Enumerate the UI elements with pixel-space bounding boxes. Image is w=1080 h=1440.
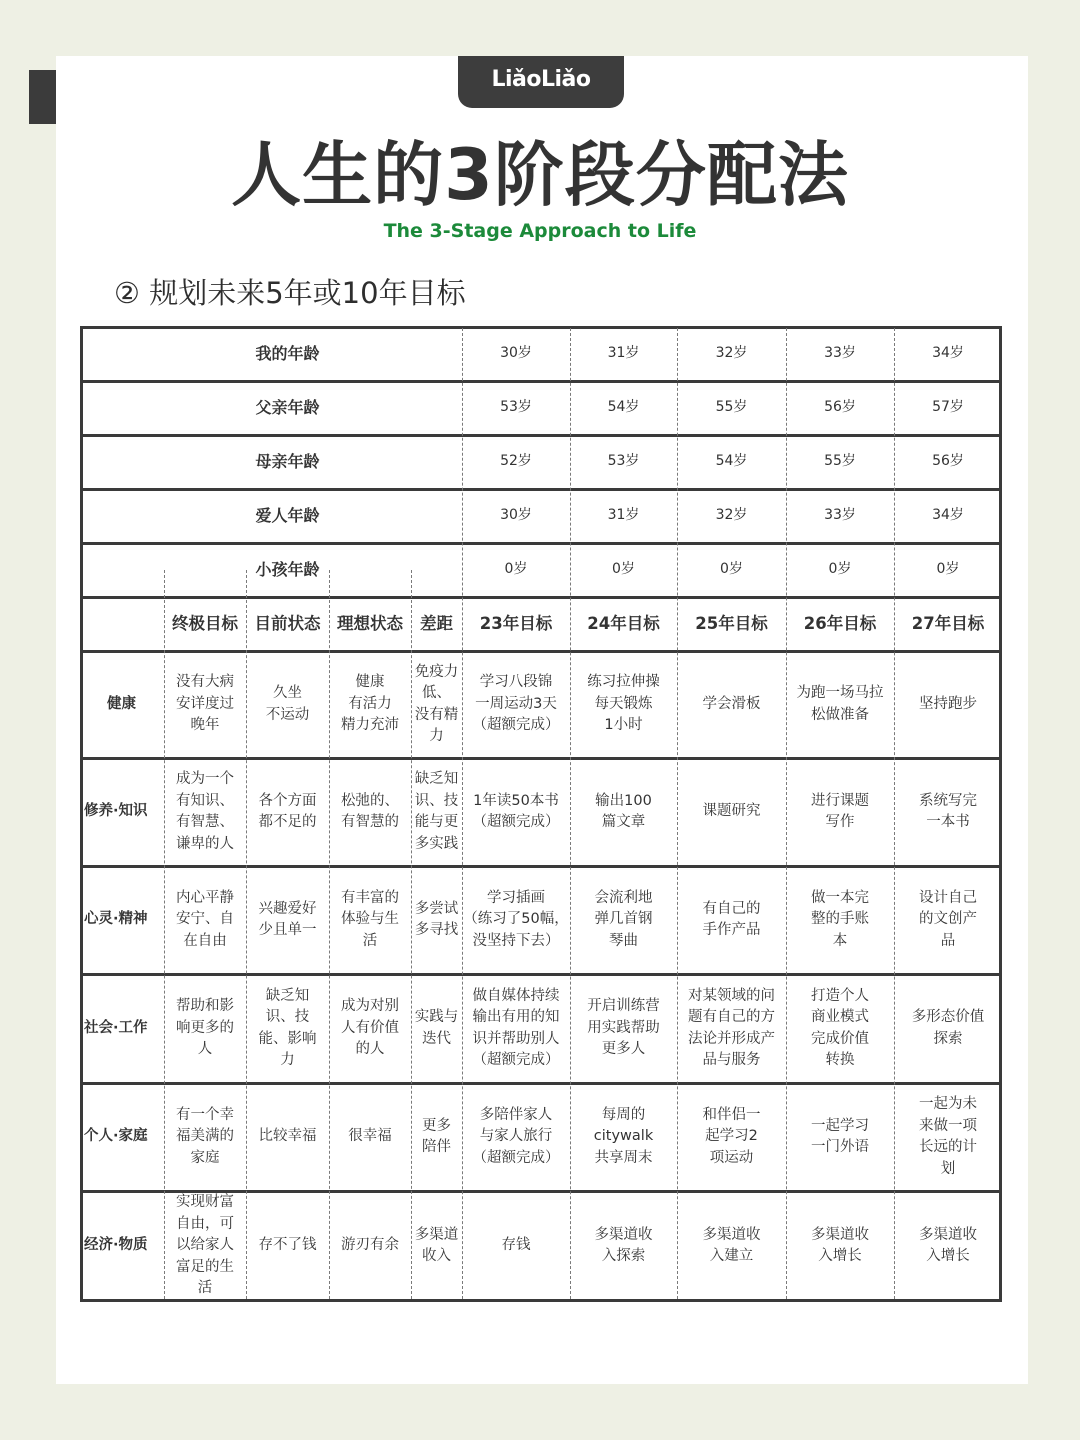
cell-text-line: 每周的 xyxy=(601,1106,646,1123)
goal-cell xyxy=(894,974,1002,1083)
cell-text-line: 输出有用的知 xyxy=(472,1009,560,1025)
category-label: 个人·家庭 xyxy=(84,1128,148,1145)
cell-text-line: 多渠道收 xyxy=(919,1226,977,1243)
goal-cell-text xyxy=(176,769,234,855)
cell-text-line: 会流利地 xyxy=(594,889,653,906)
category-label: 健康 xyxy=(107,695,136,712)
cell-text-line: 更多 xyxy=(422,1117,451,1134)
cell-text-line: 力 xyxy=(429,728,444,744)
cell-text-line: 没坚持下去） xyxy=(472,932,560,949)
cell-text-line: 设计自己 xyxy=(919,889,977,906)
decorative-side-bar xyxy=(29,70,56,124)
goal-cell xyxy=(246,1083,329,1191)
column-header: 26年目标 xyxy=(803,614,877,634)
cell-text-line: 缺乏知 xyxy=(265,987,310,1004)
age-value: 30岁 xyxy=(500,344,532,361)
goal-cell-text xyxy=(587,996,660,1061)
cell-text-line: 有丰富的 xyxy=(341,889,399,906)
cell-text-line: 一门外语 xyxy=(811,1139,869,1155)
goal-cell-text xyxy=(463,888,568,953)
age-value: 54岁 xyxy=(715,453,748,470)
goal-cell xyxy=(570,866,677,974)
goal-cell xyxy=(894,866,1002,974)
goal-cell xyxy=(570,1083,677,1191)
goal-cell-text xyxy=(176,1105,234,1170)
page-subtitle: The 3-Stage Approach to Life xyxy=(383,220,697,242)
age-value: 55岁 xyxy=(715,399,748,416)
goal-cell xyxy=(462,974,570,1083)
goal-cell-text xyxy=(797,683,884,726)
goal-cell-text xyxy=(176,1192,234,1300)
goal-cell-text xyxy=(473,986,560,1072)
goal-cell xyxy=(786,1083,894,1191)
goal-cell xyxy=(462,866,570,974)
cell-text-line: 多尝试 xyxy=(414,900,459,917)
goal-cell xyxy=(786,866,894,974)
goal-cell-text xyxy=(259,1126,317,1148)
age-value: 55岁 xyxy=(824,453,856,470)
cell-text-line: 各个方面 xyxy=(258,792,317,809)
goal-cell-text xyxy=(703,899,761,942)
goal-cell xyxy=(462,1191,570,1301)
goal-cell xyxy=(411,651,462,758)
cell-text-line: 存钱 xyxy=(501,1237,531,1254)
goal-cell-text xyxy=(415,1225,459,1268)
goal-cell-text xyxy=(594,1105,653,1170)
age-value: 34岁 xyxy=(932,344,964,361)
age-value: 32岁 xyxy=(715,344,748,361)
cell-text-line: 能、影响 xyxy=(258,1030,317,1047)
cell-text-line: 安宁、自 xyxy=(176,911,234,928)
cell-text-line: 学习插画 xyxy=(486,889,545,906)
cell-text-line: 一起学习 xyxy=(811,1117,869,1134)
goal-cell-text xyxy=(259,791,317,834)
cell-text-line: 共享周末 xyxy=(594,1149,653,1166)
cell-text-line: 谦卑的人 xyxy=(176,835,234,852)
goal-cell xyxy=(164,1191,246,1301)
cell-text-line: 多形态价值 xyxy=(911,1009,985,1025)
cell-text-line: 迭代 xyxy=(422,1030,451,1047)
cell-text-line: 家庭 xyxy=(190,1149,220,1166)
cell-text-line: 比较幸福 xyxy=(258,1128,317,1145)
cell-text-line: 精力充沛 xyxy=(341,717,399,734)
goal-cell-text xyxy=(811,888,869,953)
cell-text-line: 完成价值 xyxy=(811,1030,869,1047)
cell-text-line: 人有价值 xyxy=(341,1019,399,1036)
goal-cell xyxy=(329,866,411,974)
age-value: 57岁 xyxy=(932,399,964,416)
goal-cell xyxy=(894,1083,1002,1191)
cell-text-line: 识并帮助别人 xyxy=(472,1030,560,1047)
category-label: 经济·物质 xyxy=(84,1237,148,1254)
goal-cell-text xyxy=(176,888,234,953)
cell-text-line: 进行课题 xyxy=(811,792,869,809)
cell-text-line: 多渠道收 xyxy=(702,1226,761,1243)
age-row-label: 爱人年龄 xyxy=(255,506,320,526)
goal-cell xyxy=(677,758,786,866)
goal-cell-text xyxy=(703,1225,761,1268)
goal-cell xyxy=(786,1191,894,1301)
cell-text-line: 开启训练营 xyxy=(587,998,660,1015)
cell-text-line: 整的手账 xyxy=(811,911,869,928)
goal-cell xyxy=(786,974,894,1083)
cell-text-line: （超额完成） xyxy=(472,717,560,734)
cell-text-line: 多陪伴家人 xyxy=(479,1106,553,1123)
goal-cell-text xyxy=(919,791,977,834)
cell-text-line: 一起为未 xyxy=(919,1096,977,1112)
goal-cell xyxy=(246,1191,329,1301)
cell-text-line: （超额完成） xyxy=(472,1052,560,1068)
goal-cell xyxy=(462,651,570,758)
cell-text-line: 有一个幸 xyxy=(176,1106,234,1123)
goal-cell xyxy=(894,651,1002,758)
goal-cell xyxy=(164,866,246,974)
cell-text-line: 划 xyxy=(940,1160,956,1177)
cell-text-line: 游刃有余 xyxy=(341,1237,399,1254)
goal-cell-text xyxy=(176,672,234,737)
age-value: 0岁 xyxy=(936,561,960,578)
column-header: 终极目标 xyxy=(172,614,238,634)
cell-text-line: 入探索 xyxy=(601,1248,646,1264)
age-value: 52岁 xyxy=(500,453,532,470)
goal-cell-text xyxy=(811,791,869,834)
cell-text-line: （超额完成） xyxy=(472,1149,560,1166)
goal-cell-text xyxy=(912,1007,985,1050)
cell-text-line: 手作产品 xyxy=(702,922,761,938)
goal-cell-text xyxy=(176,996,234,1061)
cell-text-line: 有智慧、 xyxy=(176,814,234,830)
age-row-label: 我的年龄 xyxy=(255,343,320,363)
cell-text-line: 1年读50本书 xyxy=(473,792,559,809)
goal-cell xyxy=(570,651,677,758)
goal-cell-text xyxy=(595,791,652,834)
age-value: 56岁 xyxy=(932,453,964,470)
cell-text-line: citywalk xyxy=(593,1128,654,1145)
cell-text-line: 兴趣爱好 xyxy=(258,900,317,917)
cell-text-line: 多渠道收 xyxy=(811,1226,869,1243)
cell-text-line: 坚持跑步 xyxy=(919,695,977,712)
cell-text-line: 品与服务 xyxy=(702,1052,761,1068)
cell-text-line: 缺乏知 xyxy=(414,771,459,787)
goal-cell xyxy=(677,1083,786,1191)
goal-cell xyxy=(329,974,411,1083)
cell-text-line: 起学习2 xyxy=(705,1128,758,1145)
age-value: 30岁 xyxy=(500,507,532,524)
goal-cell-text xyxy=(703,694,761,716)
goal-cell-text xyxy=(341,672,399,737)
cell-text-line: 有活力 xyxy=(348,695,392,712)
goal-cell-text xyxy=(341,888,399,953)
cell-text-line: 琴曲 xyxy=(609,932,638,949)
cell-text-line: 本 xyxy=(832,932,848,949)
goal-cell xyxy=(164,758,246,866)
goal-cell xyxy=(677,974,786,1083)
cell-text-line: 内心平静 xyxy=(176,889,234,906)
goal-cell-text xyxy=(919,888,977,953)
cell-text-line: 活 xyxy=(362,932,378,949)
goal-cell xyxy=(462,1083,570,1191)
cell-text-line: 长远的计 xyxy=(919,1139,977,1155)
goal-cell xyxy=(462,758,570,866)
goal-cell-text xyxy=(341,1235,399,1257)
goal-cell xyxy=(570,974,677,1083)
goal-cell xyxy=(329,1083,411,1191)
cell-text-line: 做一本完 xyxy=(811,889,869,906)
cell-text-line: 没有精 xyxy=(414,706,459,723)
cell-text-line: 识、技 xyxy=(265,1009,310,1025)
goal-cell-text xyxy=(502,1235,531,1257)
goal-cell xyxy=(329,1191,411,1301)
cell-text-line: 学会滑板 xyxy=(702,695,761,712)
cell-text-line: 不运动 xyxy=(265,706,310,723)
cell-text-line: 的人 xyxy=(355,1041,385,1058)
age-value: 0岁 xyxy=(612,561,635,578)
category-label: 心灵·精神 xyxy=(84,911,148,928)
cell-text-line: 成为对别 xyxy=(341,998,399,1015)
cell-text-line: 健康 xyxy=(355,674,385,691)
cell-text-line: 课题研究 xyxy=(702,803,761,820)
cell-text-line: 免疫力 xyxy=(414,663,459,680)
cell-text-line: 松做准备 xyxy=(811,706,869,723)
column-header: 25年目标 xyxy=(695,614,768,634)
goal-cell xyxy=(246,651,329,758)
goal-cell-text xyxy=(415,1007,459,1050)
cell-text-line: 多渠道收 xyxy=(594,1226,653,1243)
cell-text-line: 来做一项 xyxy=(919,1117,977,1134)
goal-cell xyxy=(411,1083,462,1191)
goal-cell-text xyxy=(415,899,459,942)
goal-cell xyxy=(164,651,246,758)
life-plan-table xyxy=(80,326,1002,1302)
cell-text-line: 福美满的 xyxy=(176,1128,234,1145)
cell-text-line: 每天锻炼 xyxy=(594,695,653,712)
cell-text-line: 品 xyxy=(940,932,956,949)
brand-logo: LiǎoLiǎo xyxy=(458,56,624,108)
cell-text-line: 很幸福 xyxy=(348,1128,392,1145)
goal-cell-text xyxy=(703,1105,761,1170)
cell-text-line: 陪伴 xyxy=(422,1139,451,1155)
cell-text-line: 输出100 xyxy=(595,792,652,809)
goal-cell-text xyxy=(919,1225,977,1268)
cell-text-line: 自由，可 xyxy=(176,1215,234,1232)
goal-cell xyxy=(677,1191,786,1301)
cell-text-line: 题有自己的方 xyxy=(688,1009,775,1025)
cell-text-line: 转换 xyxy=(825,1052,855,1068)
cell-text-line: 富足的生 xyxy=(176,1258,234,1275)
age-value: 31岁 xyxy=(607,507,640,524)
goal-cell xyxy=(246,758,329,866)
cell-text-line: 打造个人 xyxy=(811,987,869,1004)
cell-text-line: 项运动 xyxy=(709,1149,754,1166)
cell-text-line: 1小时 xyxy=(604,717,643,734)
goal-cell xyxy=(677,651,786,758)
goal-cell xyxy=(411,866,462,974)
goal-cell-text xyxy=(259,986,317,1072)
cell-text-line: 都不足的 xyxy=(258,814,317,830)
cell-text-line: 多实践 xyxy=(414,835,459,852)
goal-cell xyxy=(164,1083,246,1191)
cell-text-line: 学习八段锦 xyxy=(479,674,553,691)
cell-text-line: 为跑一场马拉 xyxy=(796,685,884,701)
cell-text-line: 低、 xyxy=(422,685,451,701)
age-value: 33岁 xyxy=(824,507,856,524)
age-value: 34岁 xyxy=(932,507,964,524)
age-row-label: 小孩年龄 xyxy=(255,560,320,580)
cell-text-line: 收入 xyxy=(422,1248,451,1264)
goal-cell-text xyxy=(811,986,869,1072)
cell-text-line: （超额完成） xyxy=(472,814,560,830)
goal-cell-text xyxy=(703,801,761,823)
cell-text-line: 商业模式 xyxy=(811,1009,869,1025)
goal-cell xyxy=(329,651,411,758)
goal-cell-text xyxy=(341,996,399,1061)
goal-cell-text xyxy=(811,1225,869,1268)
column-header: 27年目标 xyxy=(911,614,985,634)
goal-cell-text xyxy=(688,986,775,1072)
goal-cell-text xyxy=(341,791,399,834)
cell-text-line: 帮助和影 xyxy=(176,998,234,1015)
goal-cell-text xyxy=(348,1126,392,1148)
cell-text-line: 有知识、 xyxy=(176,792,234,809)
goal-cell-text xyxy=(595,888,653,953)
category-label: 社会·工作 xyxy=(84,1019,148,1036)
cell-text-line: 松弛的、 xyxy=(341,792,399,809)
goal-cell-text xyxy=(259,899,317,942)
goal-cell xyxy=(894,1191,1002,1301)
goal-cell-text xyxy=(415,769,459,855)
age-value: 31岁 xyxy=(607,344,640,361)
goal-cell-text xyxy=(595,1225,653,1268)
goal-cell-text xyxy=(811,1116,869,1159)
cell-text-line: 做自媒体持续 xyxy=(472,987,560,1004)
cell-text-line: 有智慧的 xyxy=(341,814,399,830)
category-label: 修养·知识 xyxy=(84,803,148,820)
goal-cell xyxy=(164,974,246,1083)
goal-cell xyxy=(246,866,329,974)
age-value: 53岁 xyxy=(607,453,640,470)
cell-text-line: （练习了50幅， xyxy=(463,911,569,928)
goal-cell-text xyxy=(415,662,459,748)
cell-text-line: 探索 xyxy=(933,1030,963,1047)
age-row-label: 母亲年龄 xyxy=(255,452,320,472)
age-value: 32岁 xyxy=(715,507,748,524)
cell-text-line: 系统写完 xyxy=(919,792,977,809)
cell-text-line: 没有大病 xyxy=(176,674,234,691)
section-title: ② 规划未来5年或10年目标 xyxy=(114,276,466,310)
cell-text-line: 晚年 xyxy=(190,717,220,734)
goal-cell-text xyxy=(422,1116,451,1159)
cell-text-line: 能与更 xyxy=(414,814,459,830)
cell-text-line: 的文创产 xyxy=(919,911,977,928)
cell-text-line: 弹几首钢 xyxy=(594,911,653,928)
goal-cell-text xyxy=(473,1105,560,1170)
cell-text-line: 用实践帮助 xyxy=(587,1019,660,1036)
age-value: 54岁 xyxy=(607,399,640,416)
goal-cell-text xyxy=(587,672,660,737)
column-header: 目前状态 xyxy=(254,614,321,634)
column-header: 24年目标 xyxy=(587,614,660,634)
cell-text-line: 久坐 xyxy=(273,685,302,701)
age-value: 56岁 xyxy=(824,399,856,416)
cell-text-line: 更多人 xyxy=(601,1041,646,1058)
cell-text-line: 有自己的 xyxy=(702,900,761,917)
cell-text-line: 多渠道 xyxy=(414,1226,459,1243)
goal-cell-text xyxy=(259,1235,317,1257)
age-value: 0岁 xyxy=(504,561,528,578)
cell-text-line: 法论并形成产 xyxy=(688,1030,775,1047)
goal-cell xyxy=(411,974,462,1083)
cell-text-line: 入增长 xyxy=(926,1248,970,1264)
cell-text-line: 写作 xyxy=(825,814,855,830)
cell-text-line: 多寻找 xyxy=(414,922,459,938)
cell-text-line: 入建立 xyxy=(709,1248,754,1264)
cell-text-line: 成为一个 xyxy=(176,771,234,787)
cell-text-line: 力 xyxy=(280,1052,295,1068)
goal-cell xyxy=(894,758,1002,866)
cell-text-line: 识、技 xyxy=(414,792,459,809)
cell-text-line: 少且单一 xyxy=(258,922,317,938)
cell-text-line: 人 xyxy=(197,1041,213,1058)
goal-cell xyxy=(786,651,894,758)
goal-cell-text xyxy=(473,672,560,737)
cell-text-line: 体验与生 xyxy=(341,911,399,928)
cell-text-line: 与家人旅行 xyxy=(479,1128,553,1145)
cell-text-line: 活 xyxy=(197,1280,213,1297)
age-value: 0岁 xyxy=(720,561,743,578)
cell-text-line: 安详度过 xyxy=(176,695,234,712)
goal-cell-text xyxy=(266,683,310,726)
goal-cell xyxy=(411,1191,462,1301)
goal-cell xyxy=(570,758,677,866)
cell-text-line: 一本书 xyxy=(926,814,970,830)
cell-text-line: 练习拉伸操 xyxy=(587,674,660,691)
age-value: 53岁 xyxy=(500,399,532,416)
goal-cell-text xyxy=(919,694,977,716)
cell-text-line: 一周运动3天 xyxy=(475,695,557,712)
cell-text-line: 实现财富 xyxy=(176,1194,234,1211)
cell-text-line: 存不了钱 xyxy=(258,1237,317,1254)
age-value: 33岁 xyxy=(824,344,856,361)
goal-cell xyxy=(329,758,411,866)
cell-text-line: 篇文章 xyxy=(601,814,646,830)
column-header: 理想状态 xyxy=(337,614,403,634)
cell-text-line: 和伴侣一 xyxy=(702,1106,761,1123)
column-header: 差距 xyxy=(420,614,453,634)
goal-cell-text xyxy=(473,791,560,834)
cell-text-line: 对某领域的问 xyxy=(688,987,775,1004)
cell-text-line: 响更多的 xyxy=(176,1019,234,1036)
cell-text-line: 在自由 xyxy=(183,932,227,949)
goal-cell xyxy=(570,1191,677,1301)
goal-cell xyxy=(411,758,462,866)
page-title: 人生的3阶段分配法 xyxy=(231,134,849,216)
cell-text-line: 实践与 xyxy=(414,1009,459,1025)
goal-cell-text xyxy=(919,1094,977,1180)
age-value: 0岁 xyxy=(828,561,852,578)
goal-cell xyxy=(677,866,786,974)
goal-cell xyxy=(786,758,894,866)
column-header: 23年目标 xyxy=(479,614,553,634)
cell-text-line: 以给家人 xyxy=(176,1237,234,1254)
age-row-label: 父亲年龄 xyxy=(255,398,320,418)
cell-text-line: 入增长 xyxy=(818,1248,862,1264)
goal-cell xyxy=(246,974,329,1083)
